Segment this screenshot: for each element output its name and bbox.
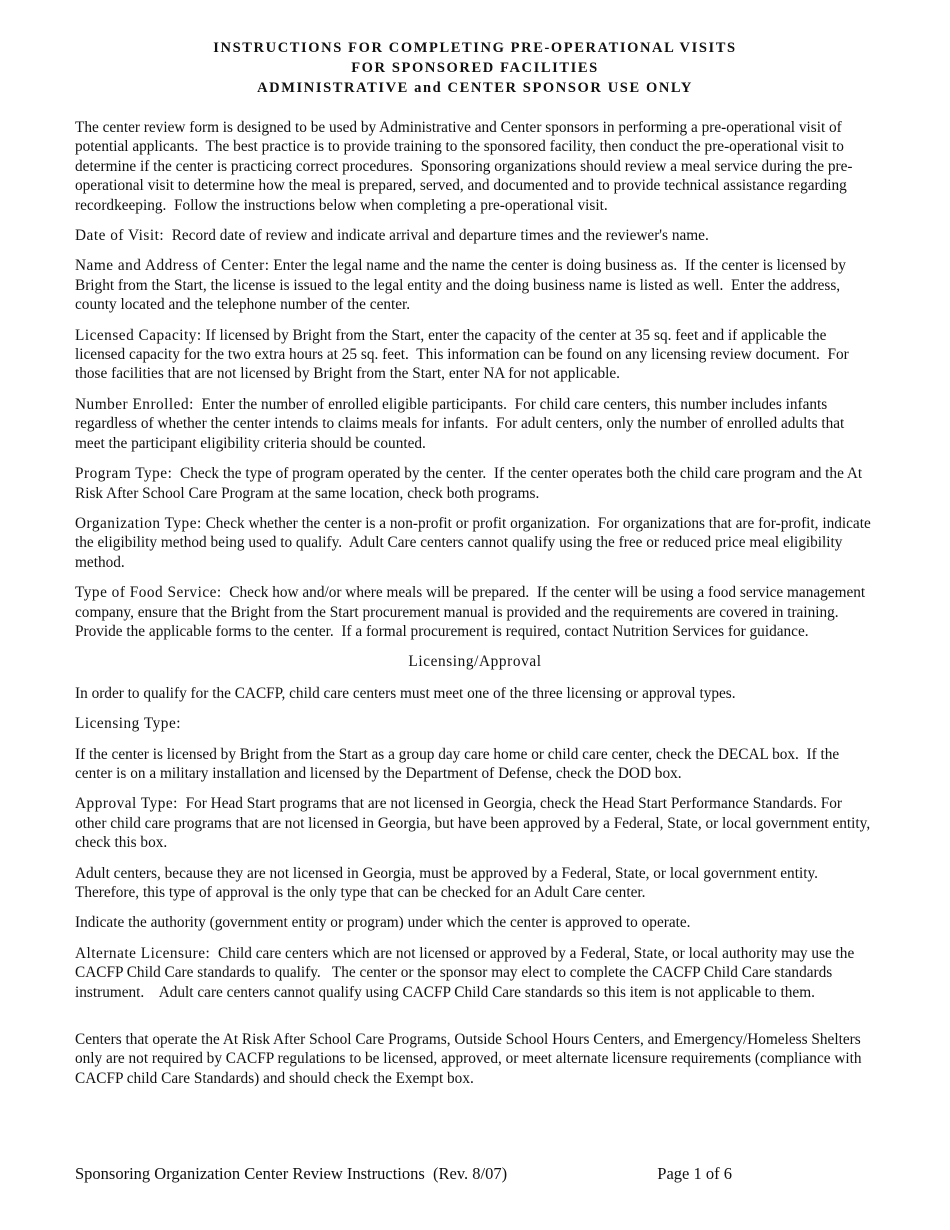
paragraph-text: If licensed by Bright from the Start, enter the capacity of the center at 35 sq. feet and if applicable the licensed capacity for the two extra hours at 25 sq. feet. This information can be found on any licensing review document. For those facilities that are not licensed by Bright from the Start, enter NA for not applicable. bbox=[75, 326, 853, 383]
paragraph-name-address bbox=[75, 256, 875, 314]
paragraph-text: Check how and/or where meals will be prepared. If the center will be using a food service management company, ensure that the Bright from the Start procurement manual is provided and the requirements are covered in training. Provide the applicable forms to the center. If a formal procurement is required, contact Nutrition Services for guidance. bbox=[75, 584, 869, 640]
paragraph-licensed-capacity bbox=[75, 326, 875, 384]
paragraph-text: In order to qualify for the CACFP, child care centers must meet one of the three licensing or approval types. bbox=[75, 684, 736, 702]
paragraph-text: Indicate the authority (government entity or program) under which the center is approved to operate. bbox=[75, 914, 691, 932]
paragraph-text: If the center is licensed by Bright from the Start as a group day care home or child care center, check the DECAL box. If the center is on a military installation and licensed by the Department of Defense, check the DOD box. bbox=[75, 745, 844, 782]
paragraph-program-type bbox=[75, 464, 875, 503]
paragraph-label: Type of Food Service: bbox=[75, 584, 222, 602]
section-heading-licensing-approval: Licensing/Approval bbox=[408, 653, 542, 671]
paragraph-text: Enter the number of enrolled eligible participants. For child care centers, this number includes infants regardless of whether the center intends to claims meals for infants. For adult centers, only the number of enrolled adults that meet the participant eligibility criteria should be counted. bbox=[75, 395, 849, 452]
paragraph-label: Licensing Type: bbox=[75, 715, 181, 733]
paragraph-text: Check whether the center is a non-profit or profit organization. For organizations that are for-profit, indicate the eligibility method being used to qualify. Adult Care centers cannot qualify using the free or reduced price meal eligibility method. bbox=[75, 514, 875, 571]
footer-document-name: Sponsoring Organization Center Review Instructions (Rev. 8/07) bbox=[75, 1164, 508, 1183]
paragraph-text: Enter the legal name and the name the center is doing business as. If the center is licensed by Bright from the Start, the license is issued to the legal entity and the doing business name is listed as well. Enter the address, county located and the telephone number of the center. bbox=[75, 257, 850, 314]
intro-paragraph bbox=[75, 118, 875, 215]
paragraph-text: Record date of review and indicate arrival and departure times and the reviewer's name. bbox=[164, 227, 709, 245]
paragraph-label: Approval Type: bbox=[75, 795, 178, 813]
paragraph-adult-centers bbox=[75, 864, 875, 903]
title-line-3: ADMINISTRATIVE and CENTER SPONSOR USE ONLY bbox=[257, 80, 693, 96]
paragraph-indicate-authority bbox=[75, 913, 875, 932]
paragraph-text: Child care centers which are not licensed or approved by a Federal, State, or local authority may use the CACFP Child Care standards to qualify. The center or the sponsor may elect to complete the CACFP Child Care standards instrument. Adult care centers cannot qualify using CACFP Child Care standards so this item is not applicable to them. bbox=[75, 944, 859, 1001]
paragraph-label: Organization Type: bbox=[75, 514, 202, 532]
paragraph-label: Date of Visit: bbox=[75, 227, 165, 245]
paragraph-text: For Head Start programs that are not licensed in Georgia, check the Head Start Performance Standards. For other child care programs that are not licensed in Georgia, but have been approved by a Federal, State, or local government entity, check this box. bbox=[75, 795, 874, 852]
paragraph-label: Alternate Licensure: bbox=[75, 944, 211, 962]
paragraph-label: Licensed Capacity: bbox=[75, 326, 202, 344]
paragraph-approval-type bbox=[75, 794, 875, 852]
paragraph-food-service bbox=[75, 583, 875, 641]
paragraph-label: Number Enrolled: bbox=[75, 395, 194, 413]
title-line-1: INSTRUCTIONS FOR COMPLETING PRE-OPERATIONAL VISITS bbox=[213, 40, 737, 56]
footer-page-number: Page 1 of 6 bbox=[657, 1164, 732, 1183]
paragraph-number-enrolled bbox=[75, 395, 875, 453]
document-title bbox=[75, 38, 875, 98]
paragraph-label: Program Type: bbox=[75, 465, 173, 483]
paragraph-text: Adult centers, because they are not licensed in Georgia, must be approved by a Federal, State, or local government entity. Therefore, this type of approval is the only type that can be checked for an Adult Care center. bbox=[75, 864, 826, 901]
paragraph-decal-dod bbox=[75, 745, 875, 784]
paragraph-qualify-cacfp bbox=[75, 684, 875, 703]
paragraph-text: The center review form is designed to be used by Administrative and Center sponsors in performing a pre-operational visit of potential applicants. The best practice is to provide training to the sponsored facility, then conduct the pre-operational visit to determine if the center is practicing correct procedures. Sponsoring organizations should review a meal service during the pre-operational visit to determine how the meal is prepared, served, and documented and to provide technical assistance regarding recordkeeping. Follow the instructions below when completing a pre-operational visit. bbox=[75, 119, 853, 214]
paragraph-label: Name and Address of Center: bbox=[75, 257, 270, 275]
title-line-2: FOR SPONSORED FACILITIES bbox=[351, 60, 599, 76]
paragraph-organization-type bbox=[75, 514, 875, 572]
paragraph-text: Centers that operate the At Risk After School Care Programs, Outside School Hours Centers, and Emergency/Homeless Shelters only are not required by CACFP regulations to be licensed, approved, or meet alternate licensure requirements (compliance with CACFP child Care Standards) and should check the Exempt box. bbox=[75, 1031, 866, 1087]
page-footer bbox=[75, 1163, 875, 1185]
paragraph-alternate-licensure bbox=[75, 944, 875, 1002]
paragraph-licensing-type bbox=[75, 714, 875, 733]
paragraph-text: Check the type of program operated by the center. If the center operates both the child care program and the At Risk After School Care Program at the same location, check both programs. bbox=[75, 465, 866, 502]
paragraph-exempt-note bbox=[75, 1030, 875, 1088]
paragraph-date-of-visit bbox=[75, 226, 875, 245]
